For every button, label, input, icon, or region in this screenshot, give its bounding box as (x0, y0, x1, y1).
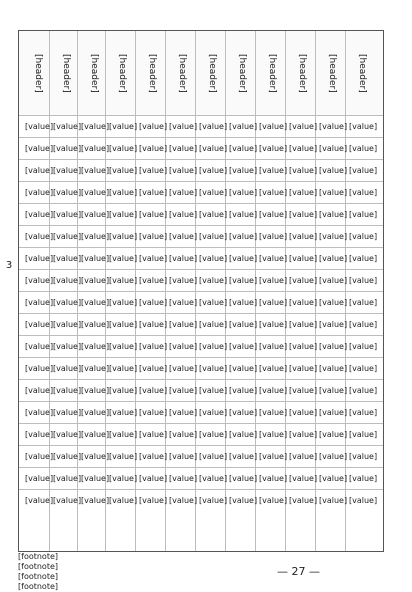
column-header: [header] (297, 53, 307, 93)
table-cell: [value] (81, 144, 110, 153)
table-cell: [value] (25, 452, 54, 461)
table-cell: [value] (53, 210, 82, 219)
table-cell: [value] (81, 254, 110, 263)
page-number: — 27 — (277, 565, 320, 578)
table-cell: [value] (139, 276, 168, 285)
table-cell: [value] (259, 298, 288, 307)
table-row (19, 159, 383, 182)
table-cell: [value] (319, 232, 348, 241)
table-cell: [value] (349, 320, 378, 329)
table-cell: [value] (319, 320, 348, 329)
table-cell: [value] (53, 166, 82, 175)
table-row (19, 357, 383, 380)
table-row (19, 379, 383, 402)
table-cell: [value] (139, 496, 168, 505)
table-cell: [value] (109, 122, 138, 131)
table-cell: [value] (53, 298, 82, 307)
table-cell: [value] (289, 298, 318, 307)
table-cell: [value] (109, 474, 138, 483)
table-cell: [value] (319, 386, 348, 395)
table-cell: [value] (53, 474, 82, 483)
table-cell: [value] (199, 122, 228, 131)
side-marker: 3 (5, 260, 13, 271)
table-cell: [value] (139, 188, 168, 197)
table-cell: [value] (259, 320, 288, 329)
column-header: [header] (357, 53, 367, 93)
table-cell: [value] (109, 276, 138, 285)
table-row (19, 401, 383, 424)
table-cell: [value] (319, 474, 348, 483)
data-table (18, 30, 384, 552)
table-cell: [value] (289, 496, 318, 505)
table-cell: [value] (259, 254, 288, 263)
table-cell: [value] (289, 452, 318, 461)
table-cell: [value] (289, 166, 318, 175)
table-cell: [value] (25, 188, 54, 197)
table-cell: [value] (169, 254, 198, 263)
table-cell: [value] (319, 408, 348, 417)
table-cell: [value] (139, 166, 168, 175)
column-header: [header] (61, 53, 71, 93)
table-cell: [value] (109, 254, 138, 263)
table-cell: [value] (139, 452, 168, 461)
table-cell: [value] (229, 386, 258, 395)
table-cell: [value] (289, 122, 318, 131)
table-cell: [value] (349, 122, 378, 131)
table-cell: [value] (199, 210, 228, 219)
note-line: [footnote] (18, 552, 59, 561)
table-cell: [value] (289, 474, 318, 483)
table-cell: [value] (25, 232, 54, 241)
table-cell: [value] (25, 276, 54, 285)
table-cell: [value] (199, 430, 228, 439)
table-cell: [value] (169, 166, 198, 175)
table-cell: [value] (81, 496, 110, 505)
table-cell: [value] (81, 122, 110, 131)
table-cell: [value] (259, 430, 288, 439)
table-cell: [value] (319, 254, 348, 263)
table-row (19, 225, 383, 248)
table-cell: [value] (199, 166, 228, 175)
table-cell: [value] (25, 122, 54, 131)
table-cell: [value] (229, 166, 258, 175)
table-cell: [value] (53, 320, 82, 329)
table-cell: [value] (109, 452, 138, 461)
table-cell: [value] (289, 276, 318, 285)
table-cell: [value] (259, 210, 288, 219)
table-cell: [value] (139, 408, 168, 417)
table-cell: [value] (169, 320, 198, 329)
table-cell: [value] (199, 298, 228, 307)
table-cell: [value] (349, 210, 378, 219)
table-cell: [value] (139, 320, 168, 329)
table-cell: [value] (289, 254, 318, 263)
table-cell: [value] (139, 430, 168, 439)
table-cell: [value] (259, 496, 288, 505)
table-cell: [value] (169, 188, 198, 197)
table-cell: [value] (349, 364, 378, 373)
table-cell: [value] (319, 496, 348, 505)
table-cell: [value] (319, 452, 348, 461)
table-cell: [value] (25, 144, 54, 153)
table-cell: [value] (229, 364, 258, 373)
table-cell: [value] (53, 496, 82, 505)
table-cell: [value] (319, 276, 348, 285)
table-cell: [value] (289, 430, 318, 439)
column-header: [header] (117, 53, 127, 93)
table-cell: [value] (289, 342, 318, 351)
table-cell: [value] (109, 320, 138, 329)
table-cell: [value] (229, 298, 258, 307)
note-line: [footnote] (18, 562, 59, 571)
table-cell: [value] (199, 496, 228, 505)
table-cell: [value] (289, 232, 318, 241)
table-cell: [value] (25, 364, 54, 373)
table-cell: [value] (199, 474, 228, 483)
table-cell: [value] (259, 166, 288, 175)
table-cell: [value] (139, 210, 168, 219)
table-cell: [value] (109, 342, 138, 351)
table-cell: [value] (109, 166, 138, 175)
table-cell: [value] (169, 342, 198, 351)
column-header: [header] (147, 53, 157, 93)
table-row (19, 247, 383, 270)
table-cell: [value] (53, 452, 82, 461)
table-cell: [value] (229, 408, 258, 417)
table-cell: [value] (109, 496, 138, 505)
table-cell: [value] (319, 188, 348, 197)
table-cell: [value] (109, 408, 138, 417)
table-cell: [value] (289, 320, 318, 329)
column-header: [header] (89, 53, 99, 93)
table-cell: [value] (319, 342, 348, 351)
note-line: [footnote] (18, 572, 59, 581)
table-cell: [value] (81, 342, 110, 351)
table-cell: [value] (139, 122, 168, 131)
table-cell: [value] (25, 342, 54, 351)
column-header: [header] (207, 53, 217, 93)
table-cell: [value] (319, 298, 348, 307)
table-cell: [value] (81, 232, 110, 241)
table-cell: [value] (259, 474, 288, 483)
table-cell: [value] (349, 430, 378, 439)
table-cell: [value] (229, 232, 258, 241)
table-cell: [value] (199, 254, 228, 263)
table-cell: [value] (81, 188, 110, 197)
table-cell: [value] (319, 364, 348, 373)
table-row (19, 291, 383, 314)
table-cell: [value] (25, 386, 54, 395)
table-cell: [value] (81, 320, 110, 329)
table-cell: [value] (169, 232, 198, 241)
table-cell: [value] (229, 210, 258, 219)
table-cell: [value] (25, 474, 54, 483)
table-cell: [value] (25, 408, 54, 417)
table-row (19, 445, 383, 468)
table-cell: [value] (109, 144, 138, 153)
table-cell: [value] (53, 122, 82, 131)
table-cell: [value] (349, 386, 378, 395)
table-cell: [value] (229, 188, 258, 197)
table-cell: [value] (259, 122, 288, 131)
column-header: [header] (327, 53, 337, 93)
table-cell: [value] (139, 298, 168, 307)
table-cell: [value] (229, 122, 258, 131)
table-cell: [value] (199, 320, 228, 329)
table-row (19, 115, 383, 138)
table-cell: [value] (229, 320, 258, 329)
table-row (19, 137, 383, 160)
table-cell: [value] (53, 232, 82, 241)
table-cell: [value] (229, 496, 258, 505)
table-cell: [value] (81, 452, 110, 461)
table-cell: [value] (319, 122, 348, 131)
table-cell: [value] (349, 144, 378, 153)
table-row (19, 269, 383, 292)
table-cell: [value] (289, 408, 318, 417)
table-cell: [value] (109, 232, 138, 241)
table-cell: [value] (53, 144, 82, 153)
table-cell: [value] (53, 188, 82, 197)
table-cell: [value] (53, 386, 82, 395)
table-cell: [value] (169, 430, 198, 439)
table-cell: [value] (229, 474, 258, 483)
table-cell: [value] (25, 298, 54, 307)
table-cell: [value] (349, 188, 378, 197)
table-cell: [value] (199, 276, 228, 285)
table-cell: [value] (169, 496, 198, 505)
table-cell: [value] (289, 144, 318, 153)
table-cell: [value] (169, 452, 198, 461)
table-cell: [value] (53, 276, 82, 285)
table-cell: [value] (25, 320, 54, 329)
table-cell: [value] (259, 342, 288, 351)
table-cell: [value] (109, 430, 138, 439)
table-cell: [value] (81, 210, 110, 219)
table-cell: [value] (169, 364, 198, 373)
table-cell: [value] (259, 188, 288, 197)
table-cell: [value] (81, 364, 110, 373)
table-row (19, 335, 383, 358)
table-cell: [value] (139, 342, 168, 351)
table-row (19, 467, 383, 490)
table-cell: [value] (289, 210, 318, 219)
table-cell: [value] (81, 166, 110, 175)
table-row (19, 489, 383, 512)
table-row (19, 181, 383, 204)
table-cell: [value] (109, 188, 138, 197)
table-cell: [value] (349, 342, 378, 351)
table-cell: [value] (139, 386, 168, 395)
table-cell: [value] (169, 276, 198, 285)
table-cell: [value] (139, 364, 168, 373)
table-cell: [value] (109, 210, 138, 219)
table-cell: [value] (139, 474, 168, 483)
table-cell: [value] (259, 144, 288, 153)
table-cell: [value] (259, 232, 288, 241)
table-cell: [value] (349, 166, 378, 175)
table-row (19, 423, 383, 446)
table-cell: [value] (53, 430, 82, 439)
table-cell: [value] (229, 452, 258, 461)
table-cell: [value] (349, 232, 378, 241)
table-cell: [value] (259, 364, 288, 373)
table-cell: [value] (169, 298, 198, 307)
table-cell: [value] (169, 474, 198, 483)
table-cell: [value] (349, 474, 378, 483)
table-cell: [value] (25, 166, 54, 175)
table-cell: [value] (259, 276, 288, 285)
table-cell: [value] (319, 210, 348, 219)
table-cell: [value] (199, 452, 228, 461)
table-cell: [value] (259, 386, 288, 395)
table-cell: [value] (319, 430, 348, 439)
table-cell: [value] (319, 144, 348, 153)
table-cell: [value] (25, 496, 54, 505)
table-cell: [value] (169, 386, 198, 395)
table-cell: [value] (53, 342, 82, 351)
column-header: [header] (177, 53, 187, 93)
table-cell: [value] (349, 452, 378, 461)
table-cell: [value] (139, 254, 168, 263)
table-cell: [value] (81, 474, 110, 483)
table-header (19, 31, 383, 116)
table-notes (18, 552, 382, 592)
table-row (19, 313, 383, 336)
column-header: [header] (267, 53, 277, 93)
table-cell: [value] (199, 232, 228, 241)
table-cell: [value] (289, 188, 318, 197)
table-cell: [value] (229, 254, 258, 263)
table-cell: [value] (169, 210, 198, 219)
table-cell: [value] (81, 408, 110, 417)
table-cell: [value] (25, 210, 54, 219)
table-row (19, 203, 383, 226)
table-cell: [value] (81, 276, 110, 285)
column-header: [header] (33, 53, 43, 93)
table-cell: [value] (81, 430, 110, 439)
table-cell: [value] (109, 386, 138, 395)
table-cell: [value] (139, 144, 168, 153)
table-cell: [value] (169, 122, 198, 131)
table-cell: [value] (199, 342, 228, 351)
table-cell: [value] (349, 496, 378, 505)
table-cell: [value] (349, 276, 378, 285)
table-cell: [value] (349, 298, 378, 307)
table-cell: [value] (289, 386, 318, 395)
table-cell: [value] (259, 408, 288, 417)
table-cell: [value] (199, 144, 228, 153)
table-cell: [value] (81, 298, 110, 307)
table-cell: [value] (259, 452, 288, 461)
table-cell: [value] (229, 342, 258, 351)
table-cell: [value] (139, 232, 168, 241)
table-cell: [value] (289, 364, 318, 373)
table-cell: [value] (199, 188, 228, 197)
table-cell: [value] (169, 144, 198, 153)
table-cell: [value] (53, 254, 82, 263)
table-cell: [value] (199, 408, 228, 417)
table-cell: [value] (199, 386, 228, 395)
table-cell: [value] (25, 430, 54, 439)
table-cell: [value] (25, 254, 54, 263)
table-cell: [value] (109, 364, 138, 373)
table-cell: [value] (229, 144, 258, 153)
column-header: [header] (237, 53, 247, 93)
table-cell: [value] (349, 254, 378, 263)
table-cell: [value] (53, 408, 82, 417)
table-cell: [value] (229, 430, 258, 439)
note-line: [footnote] (18, 582, 59, 591)
table-cell: [value] (229, 276, 258, 285)
table-cell: [value] (169, 408, 198, 417)
table-cell: [value] (53, 364, 82, 373)
table-cell: [value] (349, 408, 378, 417)
table-cell: [value] (319, 166, 348, 175)
table-cell: [value] (199, 364, 228, 373)
table-cell: [value] (81, 386, 110, 395)
table-cell: [value] (109, 298, 138, 307)
